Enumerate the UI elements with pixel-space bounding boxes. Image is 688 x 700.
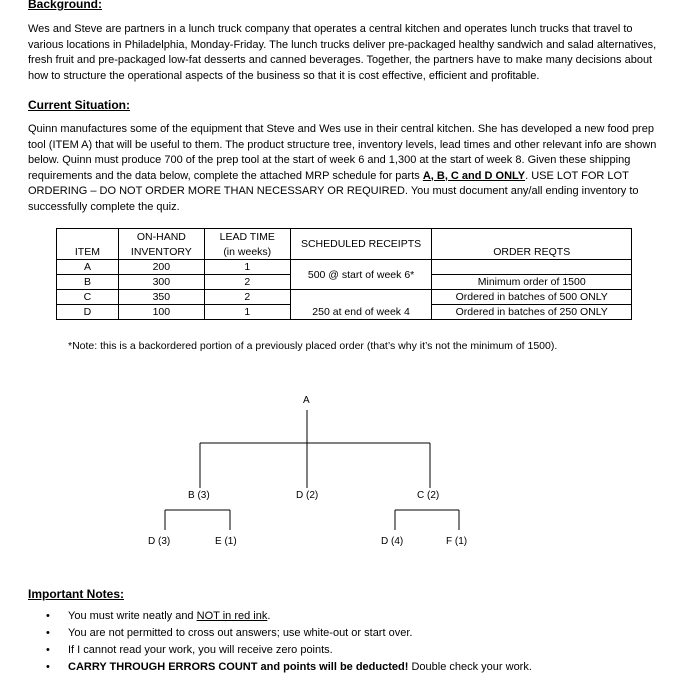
cell-onhand: 200 xyxy=(118,260,204,275)
header-scheduled: SCHEDULED RECEIPTS xyxy=(290,229,432,260)
cell-onhand: 100 xyxy=(118,305,204,320)
cell-order: Minimum order of 1500 xyxy=(432,275,632,290)
header-onhand-2: INVENTORY xyxy=(118,244,204,260)
paragraph-text-b: . USE LOT FOR LOT ORDERING – DO NOT ORDER MORE THAN NECESSARY OR REQUIRED. You must document any/all ending inventory to successfully complete the quiz. xyxy=(28,169,639,213)
current-situation-heading: Current Situation: xyxy=(28,98,130,112)
important-notes-list xyxy=(40,608,532,676)
cell-lead: 1 xyxy=(204,260,290,275)
footnote: *Note: this is a backordered portion of a previously placed order (that’s why it’s not the minimum of 1500). xyxy=(68,340,558,352)
paragraph-text-a: Quinn manufactures some of the equipment that Steve and Wes use in their central kitchen. She has developed a new food prep tool (ITEM A) that will be useful to them. The product structure tree, inventory levels, lead times and other relevant info are shown below. Quinn must produce 700 of the prep tool at the start of week 6 and 1,300 at the start of week 8. Given these shipping requirements and the data below, complete the attached MRP schedule for parts xyxy=(28,123,657,182)
tree-node-e: E (1) xyxy=(215,536,237,547)
tree-node-f: F (1) xyxy=(446,536,468,547)
cell-item: B xyxy=(57,275,119,290)
cell-order: Ordered in batches of 500 ONLY xyxy=(432,290,632,305)
tree-node-d-under-b: D (3) xyxy=(148,536,171,547)
header-order: ORDER REQTS xyxy=(432,229,632,260)
cell-item: C xyxy=(57,290,119,305)
tree-node-b: B (3) xyxy=(188,490,210,501)
tree-node-a: A xyxy=(303,395,310,406)
list-item: • You are not permitted to cross out answers; use white-out or start over. xyxy=(46,627,413,639)
header-lead-2: (in weeks) xyxy=(204,244,290,260)
parts-emphasis: A, B, C and D ONLY xyxy=(422,169,526,182)
list-item: • If I cannot read your work, you will receive zero points. xyxy=(46,644,333,656)
list-item: • CARRY THROUGH ERRORS COUNT and points will be deducted! Double check your work. xyxy=(46,661,532,673)
header-item: ITEM xyxy=(57,229,119,260)
header-lead-1: LEAD TIME xyxy=(204,229,290,245)
background-paragraph: Wes and Steve are partners in a lunch truck company that operates a central kitchen and operates lunch trucks that travel to various locations in Philadelphia, Monday-Friday. The lunch trucks deliver pre-packaged healthy sandwich and salad alternatives, fresh fruit and pre-packaged low-fat desserts and canned beverages. Together, the partners have to make many decisions about how to structure the operational aspects of the business so that it is cost effective, efficient and profitable. xyxy=(28,23,657,82)
tree-node-d-mid: D (2) xyxy=(296,490,319,501)
tree-node-c: C (2) xyxy=(417,490,440,501)
background-heading: Background: xyxy=(28,0,103,11)
cell-item: A xyxy=(57,260,119,275)
tree-node-d-under-c: D (4) xyxy=(381,536,404,547)
cell-item: D xyxy=(57,305,119,320)
cell-sched: 250 at end of week 4 xyxy=(290,290,432,320)
list-item: • You must write neatly and NOT in red ink. xyxy=(46,610,271,622)
cell-onhand: 350 xyxy=(118,290,204,305)
cell-order: Ordered in batches of 250 ONLY xyxy=(432,305,632,320)
header-onhand-1: ON-HAND xyxy=(118,229,204,245)
cell-sched: 500 @ start of week 6* xyxy=(290,260,432,290)
important-notes-heading: Important Notes: xyxy=(28,587,124,601)
red-ink-emphasis: NOT in red ink xyxy=(196,610,268,622)
cell-lead: 2 xyxy=(204,290,290,305)
cell-lead: 1 xyxy=(204,305,290,320)
cell-lead: 2 xyxy=(204,275,290,290)
cell-onhand: 300 xyxy=(118,275,204,290)
